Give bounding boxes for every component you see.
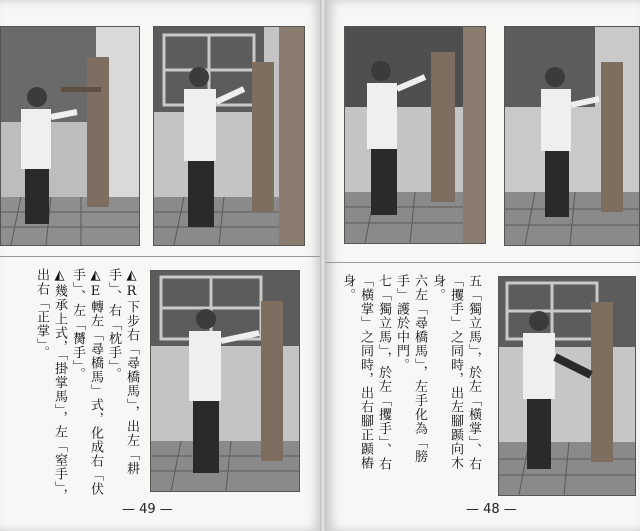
wooden-dummy-photo	[499, 277, 635, 495]
wooden-dummy-photo	[1, 27, 139, 245]
wooden-dummy-photo	[154, 27, 304, 245]
page-number: — 49 —	[122, 502, 173, 517]
instruction-text-left	[10, 268, 140, 508]
wooden-dummy-photo	[505, 27, 639, 245]
page-number: — 48 —	[466, 502, 517, 517]
photo-top-left	[0, 26, 140, 246]
photo-top-left	[344, 26, 486, 244]
instruction-paragraph: 五「獨立馬」，於左「橫掌」、右「攫手」之同時，出左腳踬向木身。	[430, 274, 481, 471]
instruction-paragraph: 七「獨立馬」，於左「攫手」、右「橫掌」之同時，出右腳正踬樁身。	[340, 274, 391, 471]
photo-top-right	[504, 26, 640, 246]
instruction-paragraph: 六左「尋橋馬」，左手化為「膀手」護於中門。	[394, 274, 427, 464]
wooden-dummy-photo	[345, 27, 485, 243]
photo-top-right	[153, 26, 305, 246]
photo-bottom	[498, 276, 636, 496]
photo-bottom	[150, 270, 300, 492]
page-divider-right	[326, 262, 640, 263]
instruction-paragraph: ◭E轉左「尋橋馬」式，化成右「伏手」、左「膥手」。	[70, 268, 103, 496]
instruction-text-right	[340, 274, 482, 474]
instruction-paragraph: ◭幾承上式，「掛掌馬」，左「窒手」，出右「正掌」。	[34, 268, 67, 503]
page-divider-left	[0, 256, 322, 257]
right-page	[326, 0, 640, 531]
instruction-paragraph: ◭R下步右「尋橋馬」，出左「耕手」、右「枕手」。	[106, 268, 139, 476]
wooden-dummy-photo	[151, 271, 299, 491]
